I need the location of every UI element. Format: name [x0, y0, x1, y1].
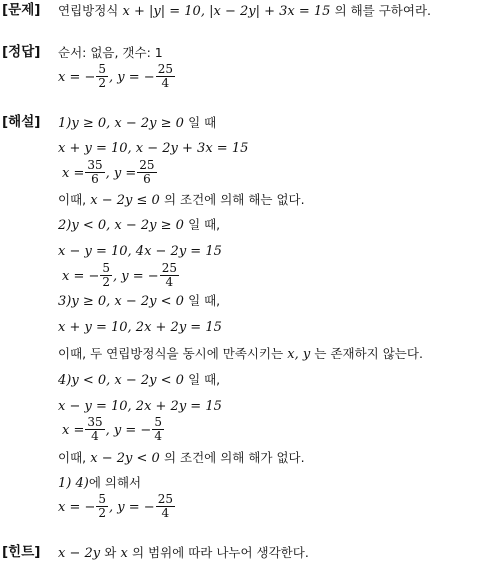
case-3-remark: 이때, 두 연립방정식을 동시에 만족시키는 x, y 는 존재하지 않는다.	[58, 346, 423, 362]
case-2-solution: x = − $\frac{5}{2}$ , y = − $\frac{25}{4}$	[62, 261, 177, 289]
answer-solution: x = − $\frac{5}{2}$ , y = − $\frac{25}{4}$	[58, 62, 173, 90]
case-2-condition: 2)y < 0, x − 2y ≥ 0 일 때,	[58, 217, 221, 233]
answer-x-fraction: $\frac{5}{2}$	[98, 62, 107, 90]
case-2-equations: x − y = 10, 4x − 2y = 15	[58, 244, 222, 259]
case-4-condition: 4)y < 0, x − 2y < 0 일 때,	[58, 372, 221, 388]
case-1-remark: 이때, x − 2y ≤ 0 의 조건에 의해 해는 없다.	[58, 192, 305, 208]
case-4-remark: 이때, x − 2y < 0 의 조건에 의해 해가 없다.	[58, 450, 305, 466]
case-1-condition: 1)y ≥ 0, x − 2y ≥ 0 일 때	[58, 115, 217, 131]
answer-count-line: 순서: 없음, 갯수: 1	[58, 45, 163, 60]
problem-statement: 연립방정식 x + |y| = 10, |x − 2y| + 3x = 15 의 해를 구하여라.	[58, 3, 432, 19]
case-3-equations: x + y = 10, 2x + 2y = 15	[58, 320, 222, 335]
case-3-condition: 3)y ≥ 0, x − 2y < 0 일 때,	[58, 293, 221, 309]
conclusion-line: 1) 4)에 의해서	[58, 475, 142, 491]
problem-label: [문제]	[2, 2, 41, 18]
case-1-equations: x + y = 10, x − 2y + 3x = 15	[58, 141, 249, 156]
case-1-solution: x = $\frac{35}{6}$ , y = $\frac{25}{6}$	[62, 158, 155, 186]
answer-label: [정답]	[2, 44, 41, 60]
hint-label: [힌트]	[2, 544, 41, 560]
conclusion-solution: x = − $\frac{5}{2}$ , y = − $\frac{25}{4}$	[58, 492, 173, 520]
answer-y-fraction: $\frac{25}{4}$	[157, 62, 173, 90]
hint-text: x − 2y 와 x 의 범위에 따라 나누어 생각한다.	[58, 545, 309, 561]
case-4-solution: x = $\frac{35}{4}$ , y = − $\frac{5}{4}$	[62, 415, 162, 443]
solution-label: [해설]	[2, 114, 41, 130]
case-4-equations: x − y = 10, 2x + 2y = 15	[58, 399, 222, 414]
